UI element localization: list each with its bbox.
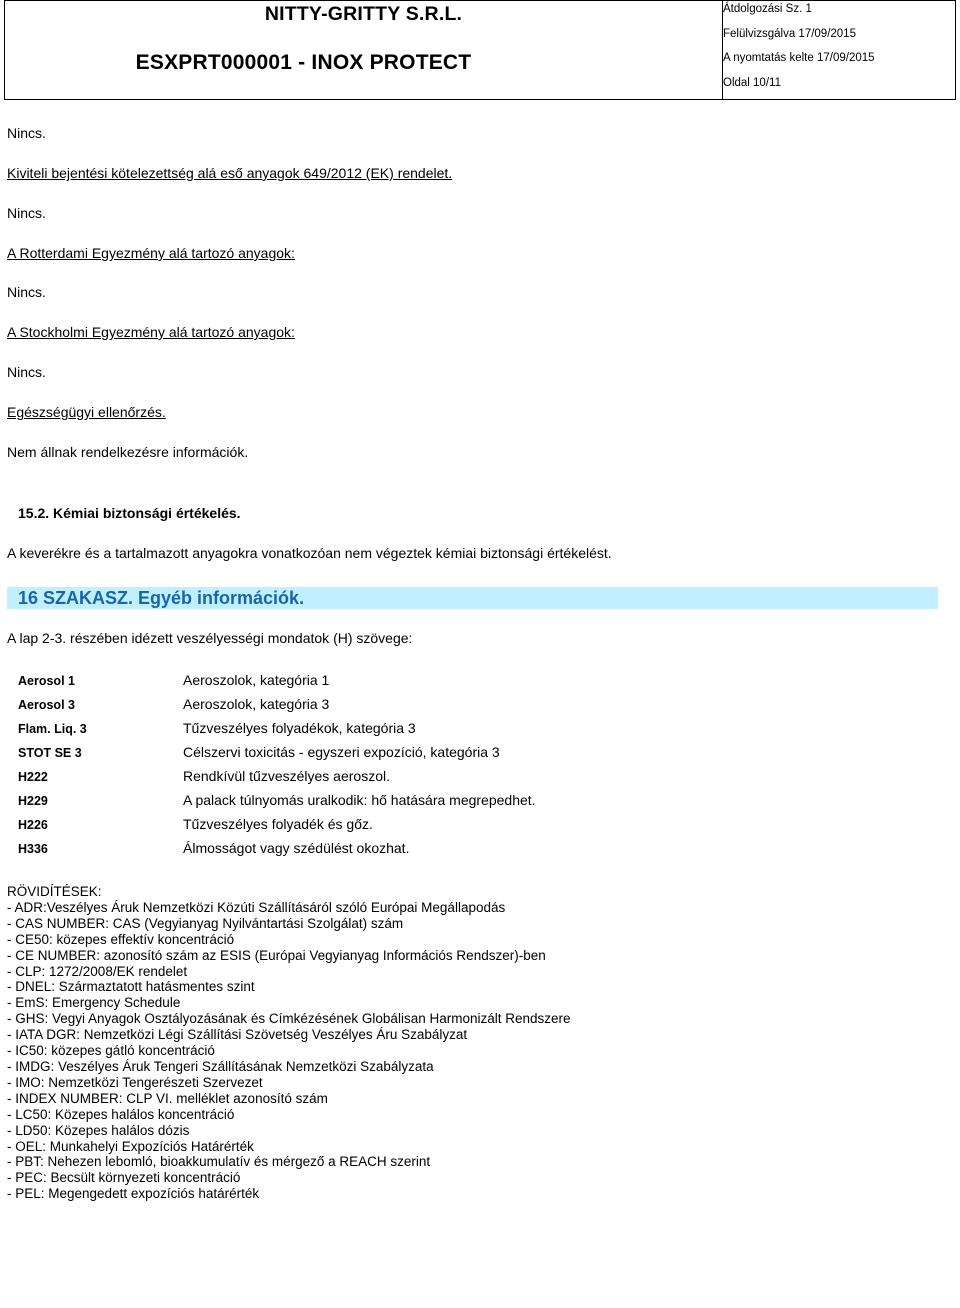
abbreviation-item: - GHS: Vegyi Anyagok Osztályozásának és Címkézésének Globálisan Harmonizált Rendszere xyxy=(7,1011,571,1027)
abbreviation-item: - CAS NUMBER: CAS (Vegyianyag Nyilvántartási Szolgálat) szám xyxy=(7,915,404,931)
page-number: Oldal 10/11 xyxy=(723,77,781,89)
hazard-text: Célszervi toxicitás - egyszeri expozíció, kategória 3 xyxy=(183,744,500,760)
hazard-code: Aerosol 3 xyxy=(18,698,75,712)
hazard-code: STOT SE 3 xyxy=(18,746,82,760)
hazard-text: Aeroszolok, kategória 3 xyxy=(183,696,330,712)
hazard-code: H222 xyxy=(18,770,48,784)
body-text: Nem állnak rendelkezésre információk. xyxy=(7,444,249,460)
hazard-text: Rendkívül tűzveszélyes aeroszol. xyxy=(183,768,390,784)
abbreviation-item: - PEC: Becsült környezeti koncentráció xyxy=(7,1170,241,1186)
abbreviation-item: - IMO: Nemzetközi Tengerészeti Szervezet xyxy=(7,1074,263,1090)
hazard-code: H229 xyxy=(18,794,48,808)
body-heading: Egészségügyi ellenőrzés. xyxy=(7,404,166,420)
hazard-text: A palack túlnyomás uralkodik: hő hatására megrepedhet. xyxy=(183,792,536,808)
abbreviation-item: - CE50: közepes effektív koncentráció xyxy=(7,931,235,947)
section-title: 16 SZAKASZ. Egyéb információk. xyxy=(18,588,305,608)
body-text: A keverékre és a tartalmazott anyagokra vonatkozóan nem végeztek kémiai biztonsági értékelést. xyxy=(7,545,612,561)
body-heading: Kiviteli bejentési kötelezettség alá eső anyagok 649/2012 (EK) rendelet. xyxy=(7,165,453,181)
abbreviation-item: - PBT: Nehezen lebomló, bioakkumulatív és mérgező a REACH szerint xyxy=(7,1154,431,1170)
body-heading: A Stockholmi Egyezmény alá tartozó anyagok: xyxy=(7,324,295,340)
section-intro: A lap 2-3. részében idézett veszélyességi mondatok (H) szövege: xyxy=(7,630,413,646)
abbreviation-item: - CE NUMBER: azonosító szám az ESIS (Európai Vegyianyag Információs Rendszer)-ben xyxy=(7,947,546,963)
abbreviation-item: - DNEL: Származtatott hatásmentes szint xyxy=(7,979,255,995)
body-text: Nincs. xyxy=(7,284,46,300)
abbreviation-item: - LC50: Közepes halálos koncentráció xyxy=(7,1106,235,1122)
hazard-text: Tűzveszélyes folyadék és gőz. xyxy=(183,816,373,832)
body-text: Nincs. xyxy=(7,205,46,221)
print-date: A nyomtatás kelte 17/09/2015 xyxy=(723,52,875,64)
review-date: Felülvizsgálva 17/09/2015 xyxy=(723,28,856,40)
abbreviation-item: - ADR:Veszélyes Áruk Nemzetközi Közúti Szállításáról szóló Európai Megállapodás xyxy=(7,899,506,915)
hazard-text: Aeroszolok, kategória 1 xyxy=(183,672,330,688)
abbreviations-list xyxy=(7,884,571,1202)
abbreviation-item: - IC50: közepes gátló koncentráció xyxy=(7,1043,215,1059)
hazard-code: H226 xyxy=(18,818,48,832)
company-name: NITTY-GRITTY S.R.L. xyxy=(264,3,463,25)
abbreviation-item: - IMDG: Veszélyes Áruk Tengeri Szállításának Nemzetközi Szabályzata xyxy=(7,1058,434,1074)
abbreviation-item: - IATA DGR: Nemzetközi Légi Szállítási Szövetség Veszélyes Áru Szabályzat xyxy=(7,1027,468,1043)
hazard-code: Flam. Liq. 3 xyxy=(18,722,87,736)
hazard-text: Álmosságot vagy szédülést okozhat. xyxy=(183,840,410,856)
revision-number: Átdolgozási Sz. 1 xyxy=(723,3,812,15)
body-heading: A Rotterdami Egyezmény alá tartozó anyagok: xyxy=(7,245,295,261)
abbreviation-item: - EmS: Emergency Schedule xyxy=(7,995,181,1011)
abbreviation-item: - PEL: Megengedett expozíciós határérték xyxy=(7,1186,260,1202)
abbreviation-item: - INDEX NUMBER: CLP VI. melléklet azonosító szám xyxy=(7,1090,328,1106)
abbreviations-heading: RÖVIDÍTÉSEK: xyxy=(7,884,102,899)
abbreviation-item: - CLP: 1272/2008/EK rendelet xyxy=(7,963,188,979)
hazard-text: Tűzveszélyes folyadékok, kategória 3 xyxy=(183,720,416,736)
hazard-code: H336 xyxy=(18,842,48,856)
abbreviation-item: - OEL: Munkahelyi Expozíciós Határérték xyxy=(7,1138,254,1154)
product-name: ESXPRT000001 - INOX PROTECT xyxy=(135,51,472,74)
subsection-heading: 15.2. Kémiai biztonsági értékelés. xyxy=(18,505,241,521)
body-text: Nincs. xyxy=(7,125,46,141)
abbreviation-item: - LD50: Közepes halálos dózis xyxy=(7,1122,190,1138)
hazard-code: Aerosol 1 xyxy=(18,674,75,688)
document-header xyxy=(4,0,956,100)
body-text: Nincs. xyxy=(7,364,46,380)
